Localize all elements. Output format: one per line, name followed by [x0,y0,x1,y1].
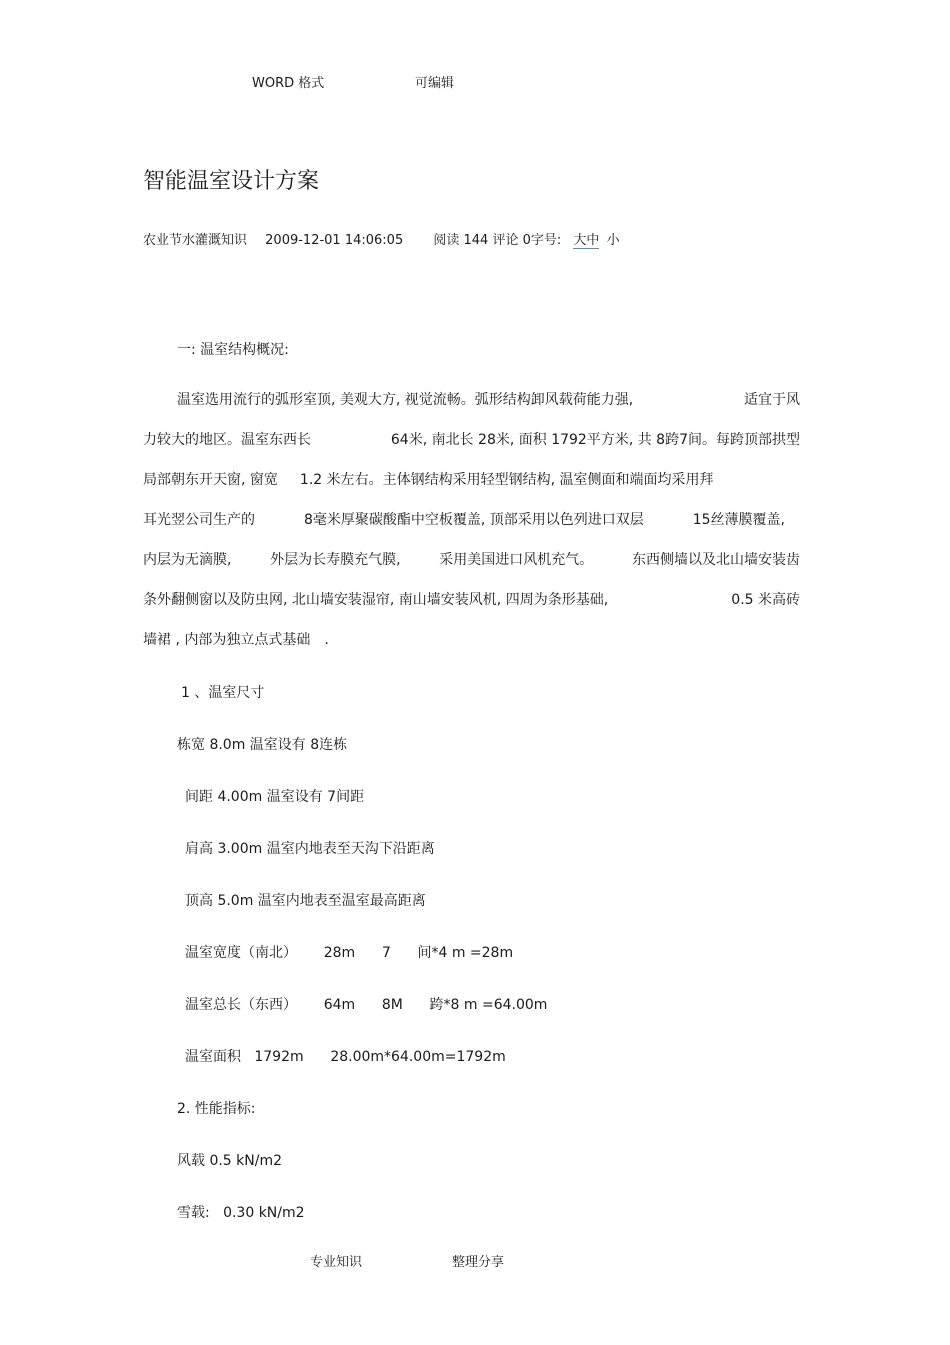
text-segment: 适宜于风 [744,392,800,408]
text-segment: 墙裙 , 内部为独立点式基础 [143,632,311,648]
text-segment: 力较大的地区。温室东西长 [143,432,311,448]
dimension-row: 栋宽 8.0m 温室设有 8连栋 [177,737,348,753]
text-segment: 1.2 米左右。主体钢结构采用轻型钢结构, 温室侧面和端面均采用拜 [299,472,714,488]
paragraph-line [143,509,785,529]
dimension-row: 温室总长（东西） 64m 8M 跨*8 m =64.00m [185,997,548,1013]
subheading-dimensions: 1 、温室尺寸 [181,685,265,701]
footer-share: 整理分享 [452,1255,505,1270]
paragraph-line [143,389,800,409]
structure-paragraph [143,389,803,649]
header-editable: 可编辑 [415,76,455,91]
dimension-row: 肩高 3.00m 温室内地表至天沟下沿距离 [185,841,435,857]
dimension-row: 温室面积 1792m 28.00m*64.00m=1792m [185,1049,506,1065]
section-heading-structure: 一: 温室结构概况: [177,342,289,358]
text-segment: 64米, 南北长 28米, 面积 1792平方米, 共 8跨7间。每跨顶部拱型 [390,432,800,448]
read-comment-stats: 阅读 144 评论 0字号: [433,233,562,248]
header-word-format: WORD 格式 [252,76,325,91]
text-segment: 东西侧墙以及北山墙安装齿 [631,552,800,568]
source-name: 农业节水灌溉知识 [143,233,248,248]
text-segment: 温室选用流行的弧形室顶, 美观大方, 视觉流畅。弧形结构卸风载荷能力强, [177,392,634,408]
dimension-row: 温室宽度（南北） 28m 7 间*4 m =28m [185,945,514,961]
text-segment: 耳光翌公司生产的 [143,512,255,528]
font-size-medium-link[interactable]: 中 [586,233,600,248]
subheading-performance: 2. 性能指标: [177,1101,256,1117]
article-meta [143,229,620,248]
paragraph-line [143,589,800,609]
paragraph-line [143,629,329,649]
text-segment: 外层为长寿膜充气膜, [270,552,401,568]
text-segment: 内层为无滴膜, [143,552,232,568]
text-segment: . [324,632,329,648]
text-segment: 0.5 米高砖 [731,592,800,608]
font-size-small-link[interactable]: 小 [606,233,620,248]
paragraph-line [143,469,714,489]
text-segment: 条外翻侧窗以及防虫网, 北山墙安装湿帘, 南山墙安装风机, 四周为条形基础, [143,592,609,608]
text-segment: 采用美国进口风机充气。 [439,552,594,568]
text-segment: 局部朝东开天窗, 窗宽 [143,472,278,488]
performance-row: 风载 0.5 kN/m2 [177,1153,283,1169]
text-segment: 15丝薄膜覆盖, [692,512,785,528]
text-segment: 8毫米厚聚碳酸酯中空板覆盖, 顶部采用以色列进口双层 [303,512,644,528]
dimension-row: 顶高 5.0m 温室内地表至温室最高距离 [185,893,426,909]
performance-row: 雪载: 0.30 kN/m2 [177,1205,305,1221]
paragraph-line [143,429,800,449]
page-title: 智能温室设计方案 [143,169,320,194]
footer-professional: 专业知识 [310,1255,363,1270]
dimension-row: 间距 4.00m 温室设有 7间距 [185,789,365,805]
font-size-large-link[interactable]: 大 [573,233,587,248]
paragraph-line [143,549,800,569]
publish-datetime: 2009-12-01 14:06:05 [265,233,404,248]
